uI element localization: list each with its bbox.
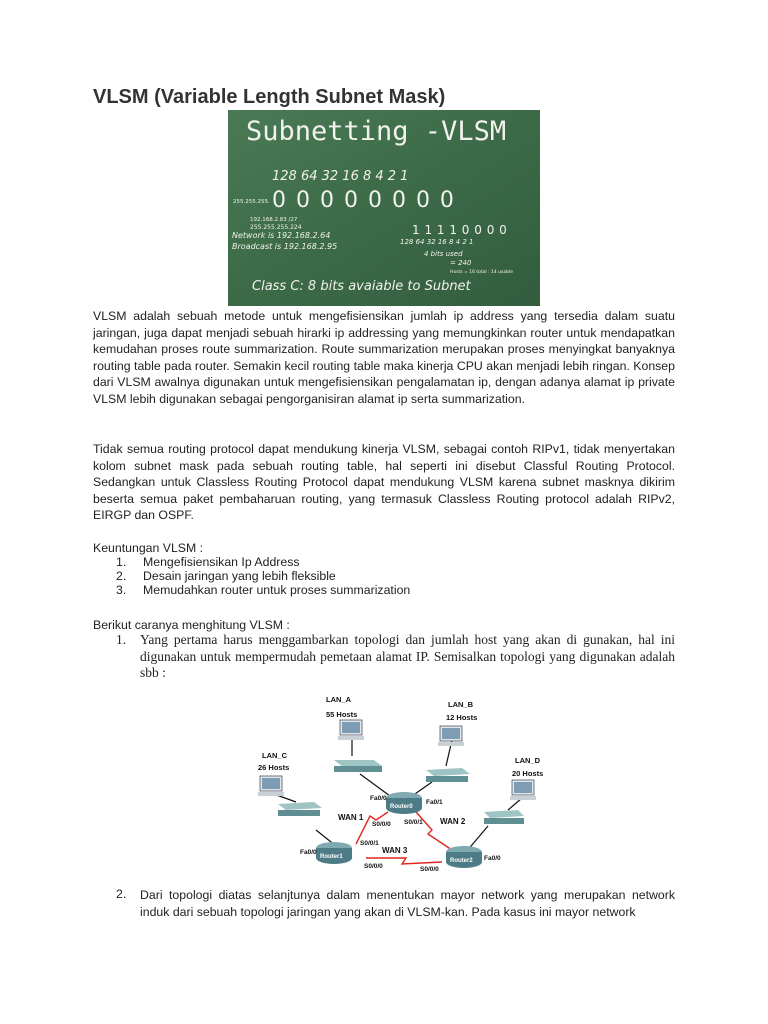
board-bits-row: 128 64 32 16 8 4 2 1: [400, 238, 474, 246]
router0-label: Router0: [390, 804, 413, 810]
board-ones: 1 1 1 1 0 0 0 0: [412, 223, 508, 237]
computer-icon: [258, 720, 536, 800]
router1-fa00: Fa0/0: [300, 849, 317, 856]
steps-heading: Berikut caranya menghitung VLSM :: [93, 618, 290, 632]
board-zeros: 0 0 0 0 0 0 0 0: [272, 188, 456, 213]
list-number: 1.: [116, 555, 127, 569]
router1-label: Router1: [320, 854, 343, 860]
lan-c-name: LAN_C: [262, 751, 288, 760]
lan-b-name: LAN_B: [448, 700, 474, 709]
step1-number: 1.: [116, 632, 127, 647]
lan-d-name: LAN_D: [515, 756, 541, 765]
advantages-list: [93, 555, 410, 598]
board-bits-used: 4 bits used: [424, 250, 463, 258]
router0-s000: S0/0/0: [372, 821, 391, 828]
board-network: Network is 192.168.2.64: [232, 231, 331, 240]
router2-s000: S0/0/0: [420, 866, 439, 873]
board-title: Subnetting -VLSM: [246, 116, 507, 147]
lan-a-hosts: 55 Hosts: [326, 710, 358, 719]
board-eq: = 240: [450, 259, 472, 267]
board-note2: 255.255.255.224: [250, 224, 302, 231]
board-mask-label: 255.255.255.: [233, 199, 270, 205]
router2-fa00: Fa0/0: [484, 855, 501, 862]
router1-s000: S0/0/0: [364, 863, 383, 870]
list-text: Desain jaringan yang lebih fleksible: [143, 569, 336, 584]
page-title: VLSM (Variable Length Subnet Mask): [93, 86, 446, 108]
switch-icon: [278, 760, 524, 824]
wan1-label: WAN 1: [338, 813, 364, 822]
step2-text: Dari topologi diatas selanjtunya dalam menentukan mayor network yang merupakan network induk dari sebuah topologi jaringan yang akan di VLSM-kan. Pada kasus ini mayor network: [140, 888, 675, 919]
lan-b-hosts: 12 Hosts: [446, 713, 478, 722]
list-item: [93, 569, 410, 583]
lan-d-hosts: 20 Hosts: [512, 769, 544, 778]
list-number: 2.: [116, 569, 127, 584]
step1-text: Yang pertama harus menggambarkan topologi dan jumlah host yang akan di gunakan, hal ini digunakan untuk mempermudah pemetaan alamat IP. Semisalkan topologi yang digunakan adalah sbb :: [140, 632, 675, 680]
router1-s001: S0/0/1: [360, 840, 379, 847]
list-text: Memudahkan router untuk proses summarization: [143, 583, 411, 598]
list-text: Mengefisiensikan Ip Address: [143, 555, 300, 569]
list-item: [93, 555, 410, 569]
network-topology-diagram: [256, 690, 556, 874]
router0-fa01: Fa0/1: [426, 799, 443, 806]
router0-fa00: Fa0/0: [370, 795, 387, 802]
advantages-heading: Keuntungan VLSM :: [93, 541, 204, 555]
board-broadcast: Broadcast is 192.168.2.95: [232, 242, 338, 251]
board-footer: Class C: 8 bits avaiable to Subnet: [252, 279, 471, 294]
paragraph-intro: VLSM adalah sebuah metode untuk mengefisiensikan jumlah ip address yang tersedia dalam suatu jaringan, juga dapat menjadi sebuah hirarki ip addressing yang memungkinkan router untuk mendapatkan kemudahan proses route summarization. Route summarization merupakan proses menyingkat banyaknya routing table pada router. Semakin kecil routing table maka kinerja CPU akan menjadi lebih ringan. Konsep dari VLSM awalnya digunakan untuk mengefisiensikan pengalamatan ip, dengan adanya alamat ip private VLSM lebih digunakan sebagai pengorganisiran alamat ip serta summarization.: [93, 309, 675, 406]
board-hosts-note: Hosts = 16 total : 14 usable: [450, 270, 514, 275]
lan-c-hosts: 26 Hosts: [258, 763, 290, 772]
board-note1: 192.168.2.83 /27: [250, 217, 298, 223]
list-number: 3.: [116, 583, 127, 598]
router2-label: Router2: [450, 858, 473, 864]
chalkboard-image: [228, 110, 540, 306]
paragraph-routing: Tidak semua routing protocol dapat mendukung kinerja VLSM, sebagai contoh RIPv1, tidak menyertakan kolom subnet mask pada sebuah routing table, hal seperti ini disebut Classful Routing Protocol. Sedangkan untuk Classless Routing Protocol dapat mendukung VLSM karena subnet masknya dikirim beserta semua paket pembaharuan routing, yang termasuk Classless Routing protocol adalah RIPv2, EIRGP dan OSPF.: [93, 442, 675, 522]
step2-number: 2.: [116, 887, 127, 901]
lan-a-name: LAN_A: [326, 695, 352, 704]
wan3-label: WAN 3: [382, 846, 408, 855]
list-item: [93, 583, 410, 597]
board-bit-values: 128 64 32 16 8 4 2 1: [272, 169, 409, 184]
wan2-label: WAN 2: [440, 817, 466, 826]
router0-s001: S0/0/1: [404, 819, 423, 826]
